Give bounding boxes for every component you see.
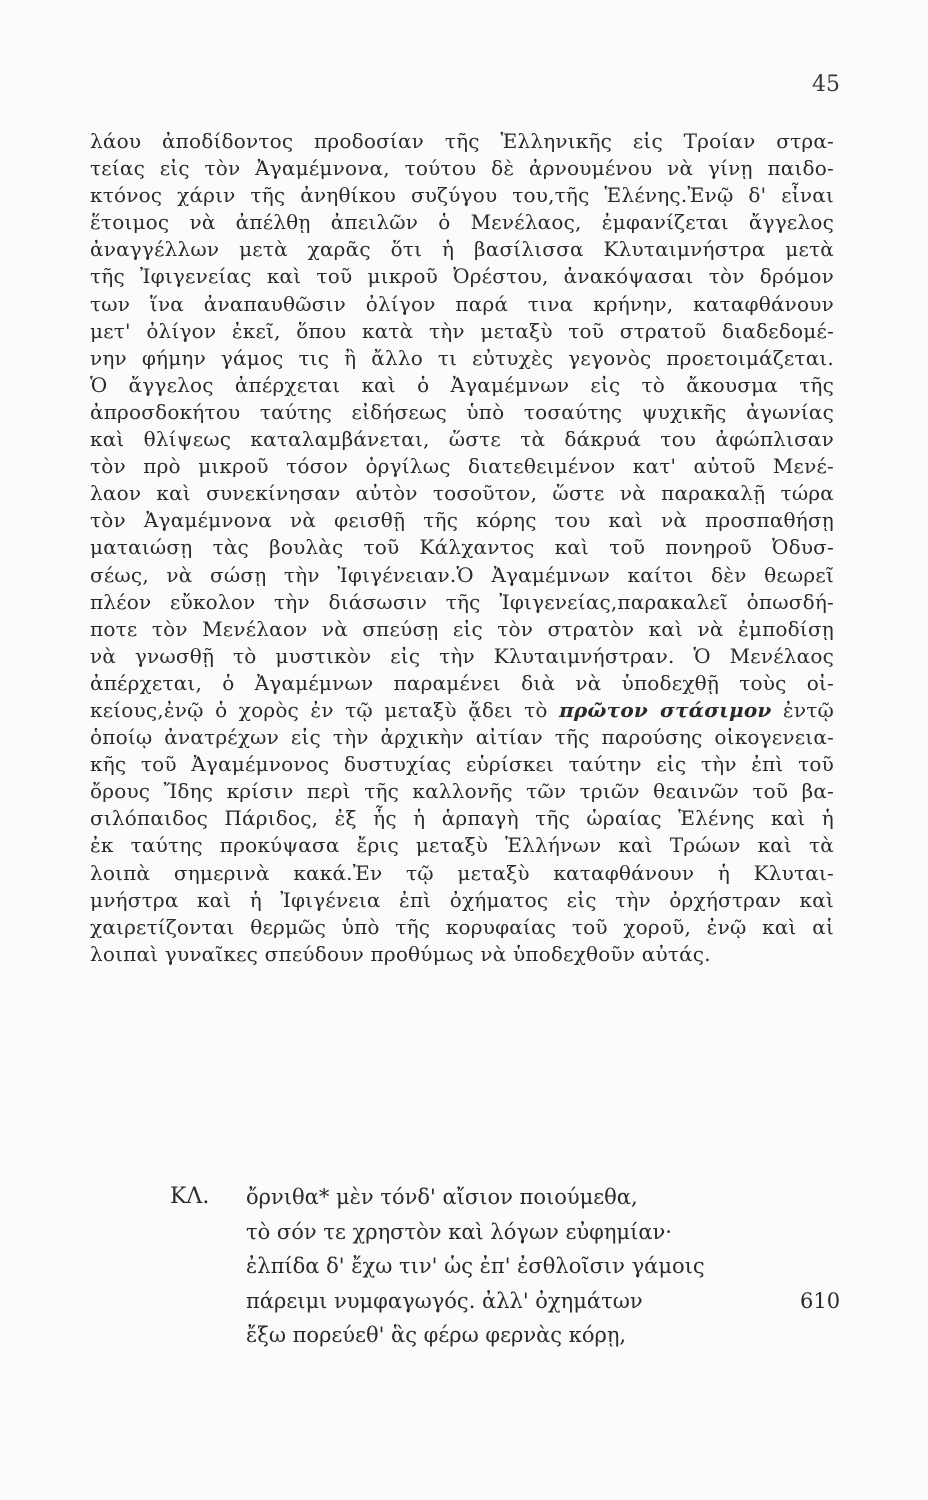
prose-line: τῆς Ἰφιγενείας καὶ τοῦ μικροῦ Ὀρέστου, ἀνακόψασαι τὸν δρόμον [90, 264, 834, 289]
verse-text: πάρειμι νυμφαγωγός. ἀλλ' ὀχημάτων [246, 1288, 643, 1313]
verse-block [170, 1180, 850, 1353]
verse-line [170, 1180, 850, 1215]
prose-line: καὶ θλίψεως καταλαμβάνεται, ὥστε τὰ δάκρυά του ἀφώπλισαν [90, 427, 834, 452]
prose-line: μνήστρα καὶ ἡ Ἰφιγένεια ἐπὶ ὀχήματος εἰς τὴν ὀρχήστραν καὶ [90, 887, 834, 912]
verse-line [170, 1249, 850, 1284]
verse-text: τὸ σόν τε χρηστὸν καὶ λόγων εὐφημίαν· [246, 1219, 672, 1244]
prose-line: ἀναγγέλλων μετὰ χαρᾶς ὅτι ἡ βασίλισσα Κλυταιμνήστρα μετὰ [90, 237, 834, 262]
prose-line: νην φήμην γάμος τις ἢ ἄλλο τι εὐτυχὲς γεγονὸς προετοιμάζεται. [90, 345, 834, 370]
prose-line: τὸν Ἀγαμέμνονα νὰ φεισθῇ τῆς κόρης του καὶ νὰ προσπαθήσῃ [90, 508, 834, 533]
prose-line: ἀπροσδοκήτου ταύτης εἰδήσεως ὑπὸ τοσαύτης ψυχικῆς ἀγωνίας [90, 399, 834, 424]
verse-text: ὄρνιθα* μὲν τόνδ' αἴσιον ποιούμεθα, [246, 1185, 638, 1209]
prose-line: σέως, νὰ σώσῃ τὴν Ἰφιγένειαν.Ὁ Ἀγαμέμνων καίτοι δὲν θεωρεῖ [90, 562, 834, 587]
speaker-label: ΚΛ. [170, 1184, 210, 1209]
prose-line: σιλόπαιδος Πάριδος, ἐξ ἧς ἡ ἁρπαγὴ τῆς ὡραίας Ἑλένης καὶ ἡ [90, 806, 834, 831]
verse-line [170, 1215, 850, 1250]
prose-line: ἕτοιμος νὰ ἀπέλθῃ ἀπειλῶν ὁ Μενέλαος, ἐμφανίζεται ἄγγελος [90, 210, 834, 235]
prose-line: ἐκ ταύτης προκύψασα ἔρις μεταξὺ Ἑλλήνων καὶ Τρώων καὶ τὰ [90, 833, 834, 858]
prose-line: πλέον εὔκολον τὴν διάσωσιν τῆς Ἰφιγενείας,παρακαλεῖ ὁπωσδή- [90, 589, 834, 614]
prose-line: λοιπαὶ γυναῖκες σπεύδουν προθύμως νὰ ὑποδεχθοῦν αὐτάς. [90, 941, 711, 966]
prose-line: χαιρετίζονται θερμῶς ὑπὸ τῆς κορυφαίας τοῦ χοροῦ, ἐνῷ καὶ αἱ [90, 914, 834, 939]
prose-line: κῆς τοῦ Ἀγαμέμνονος δυστυχίας εὑρίσκει ταύτην εἰς τὴν ἐπὶ τοῦ [90, 752, 834, 777]
prose-line: ματαιώσῃ τὰς βουλὰς τοῦ Κάλχαντος καὶ τοῦ πονηροῦ Ὀδυσ- [90, 535, 834, 560]
prose-line: ὁποίῳ ἀνατρέχων εἰς τὴν ἀρχικὴν αἰτίαν τῆς παρούσης οἰκογενεια- [90, 725, 834, 750]
emphasized-term: πρῶτον στάσιμον [559, 697, 772, 722]
verse-line [170, 1284, 850, 1319]
verse-line-number: 610 [800, 1288, 841, 1313]
prose-line: λοιπὰ σημερινὰ κακά.Ἐν τῷ μεταξὺ καταφθάνουν ἡ Κλυται- [90, 860, 834, 885]
prose-line: τείας εἰς τὸν Ἀγαμέμνονα, τούτου δὲ ἀρνουμένου νὰ γίνῃ παιδο- [90, 156, 834, 181]
page-number: 45 [812, 72, 840, 97]
prose-line: κείους,ἐνῷ ὁ χορὸς ἐν τῷ μεταξὺ ᾄδει τὸ πρῶτον στάσιμον ἐντῷ [90, 697, 834, 722]
prose-line: λαον καὶ συνεκίνησαν αὐτὸν τοσοῦτον, ὥστε νὰ παρακαλῇ τώρα [90, 481, 834, 506]
verse-text: ἔξω πορεύεθ' ἃς φέρω φερνὰς κόρῃ, [246, 1323, 627, 1348]
prose-line: κτόνος χάριν τῆς ἀνηθίκου συζύγου του,τῆς Ἑλένης.Ἐνῷ δ' εἶναι [90, 183, 834, 208]
prose-line: νὰ γνωσθῇ τὸ μυστικὸν εἰς τὴν Κλυταιμνήστραν. Ὁ Μενέλαος [90, 643, 834, 668]
verse-line [170, 1318, 850, 1353]
prose-line: μετ' ὀλίγον ἐκεῖ, ὅπου κατὰ τὴν μεταξὺ τοῦ στρατοῦ διαδεδομέ- [90, 318, 834, 343]
prose-line: τὸν πρὸ μικροῦ τόσον ὀργίλως διατεθειμένον κατ' αὐτοῦ Μενέ- [90, 454, 834, 479]
prose-block [90, 128, 834, 968]
prose-line: ὄρους Ἴδης κρίσιν περὶ τῆς καλλονῆς τῶν τριῶν θεαινῶν τοῦ βα- [90, 779, 834, 804]
prose-line: των ἵνα ἀναπαυθῶσιν ὀλίγον παρά τινα κρήνην, καταφθάνουν [90, 291, 834, 316]
prose-line: λάου ἀποδίδοντος προδοσίαν τῆς Ἑλληνικῆς εἰς Τροίαν στρα- [90, 129, 834, 153]
prose-line: Ὁ ἄγγελος ἀπέρχεται καὶ ὁ Ἀγαμέμνων εἰς τὸ ἄκουσμα τῆς [90, 372, 834, 397]
prose-line: ποτε τὸν Μενέλαον νὰ σπεύσῃ εἰς τὸν στρατὸν καὶ νὰ ἐμποδίσῃ [90, 616, 834, 641]
verse-text: ἐλπίδα δ' ἔχω τιν' ὡς ἐπ' ἐσθλοῖσιν γάμοις [246, 1254, 705, 1279]
prose-line: ἀπέρχεται, ὁ Ἀγαμέμνων παραμένει διὰ νὰ ὑποδεχθῇ τοὺς οἰ- [90, 670, 834, 695]
